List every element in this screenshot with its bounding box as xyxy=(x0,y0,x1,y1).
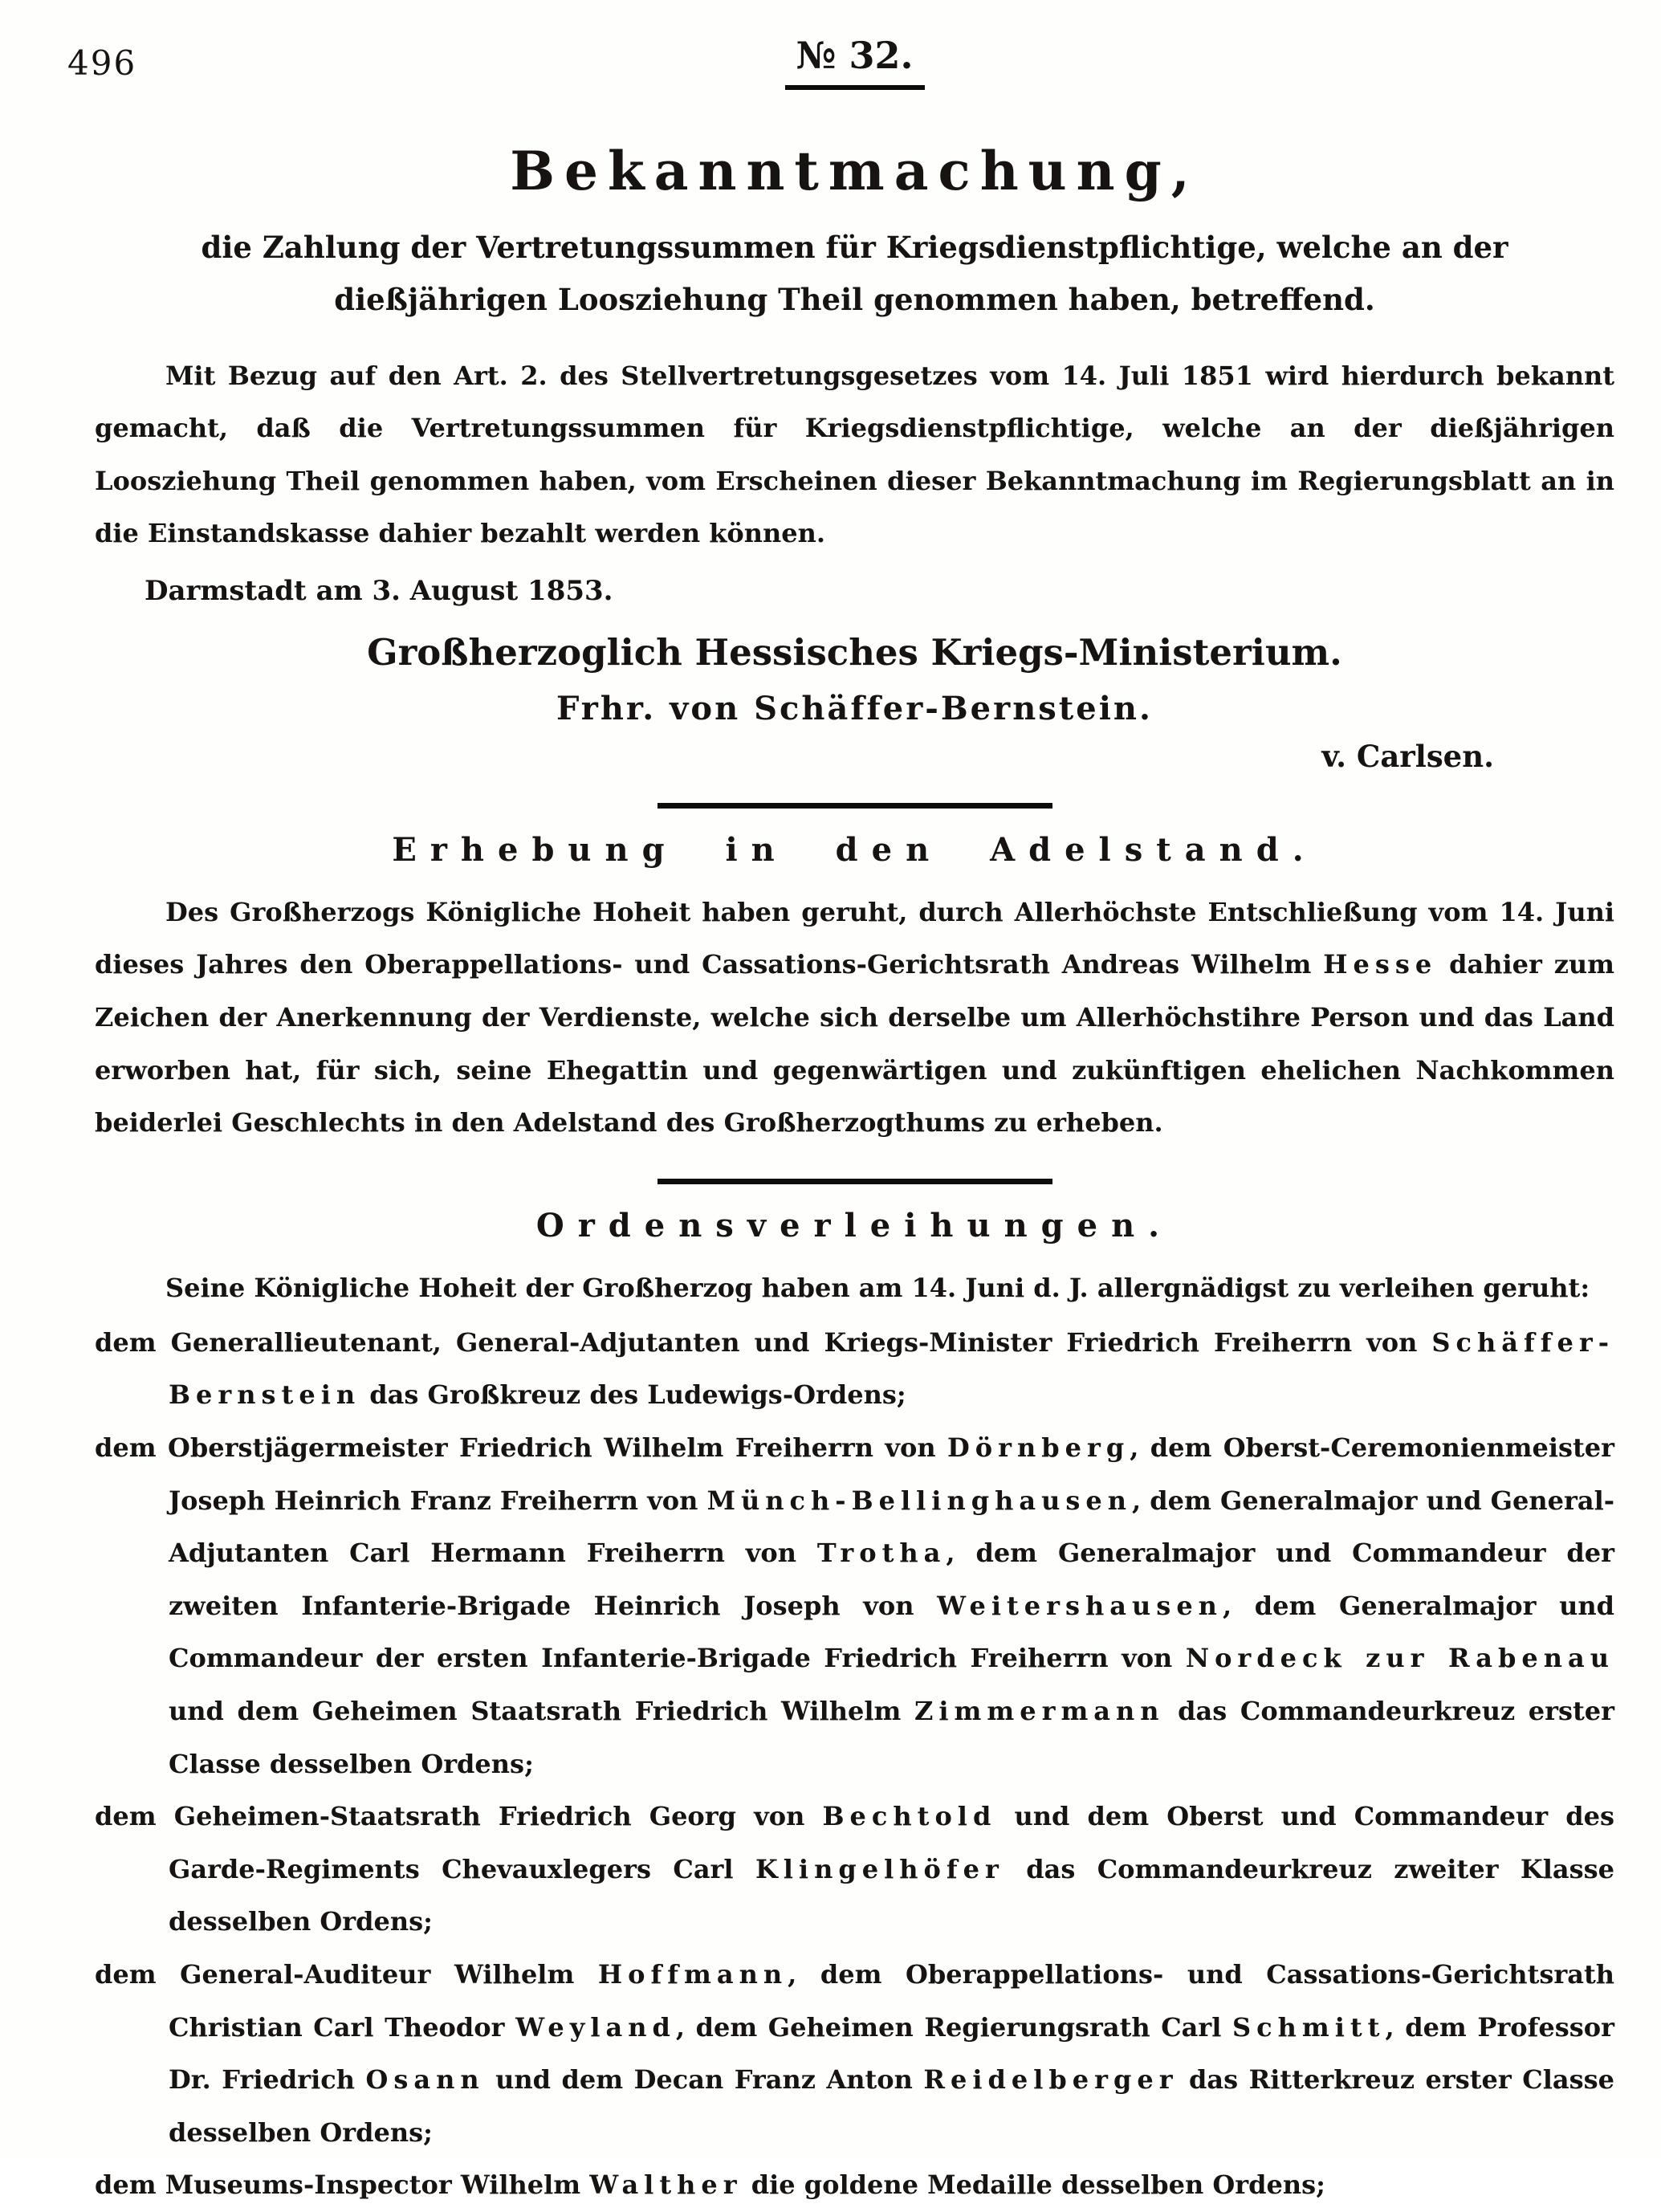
page-number: 496 xyxy=(67,43,137,83)
text-segment: das Commandeurkreuz erster Classe desselben Ordens; xyxy=(169,1696,1615,1779)
text-segment: dem Museums-Inspector Wilhelm xyxy=(95,2169,590,2201)
text-segment: , dem Generalmajor und Commandeur der zweiten Infanterie-Brigade Heinrich Joseph von xyxy=(169,1538,1615,1621)
emphasized-name: Walther xyxy=(589,2169,743,2201)
order-grant-item xyxy=(95,1422,1614,1790)
text-segment: die goldene Medaille desselben Ordens; xyxy=(742,2169,1325,2201)
signature-primary: Frhr. von Schäffer-Bernstein. xyxy=(556,689,1153,727)
text-segment: das Ritterkreuz erster Classe desselben Ordens; xyxy=(169,2064,1615,2148)
orders-list xyxy=(95,1317,1614,2212)
emphasized-name: Trotha xyxy=(816,1538,947,1569)
text-segment: das Commandeurkreuz zweiter Klasse desselben Ordens; xyxy=(169,1853,1615,1937)
text-segment: dem General-Auditeur Wilhelm xyxy=(95,1958,598,1990)
emphasized-name: Hoffmann xyxy=(597,1958,788,1990)
text-segment: , dem Geheimen Regierungsrath Carl xyxy=(675,2011,1233,2043)
announcement-body: Mit Bezug auf den Art. 2. des Stellvertretungsgesetzes vom 14. Juli 1851 wird hierdurch bekannt gemacht, daß die Vertretungssummen für Kriegsdienstpflichtige, welche an der dießjährigen Loosziehung Theil genommen haben, vom Erscheinen dieser Bekanntmachung im Regierungsblatt an in die Einstandskasse dahier bezahlt werden können. xyxy=(95,360,1614,549)
text-segment: , dem Professor Dr. Friedrich xyxy=(169,2011,1614,2096)
text-segment: dahier zum Zeichen der Anerkennung der Verdienste, welche sich derselbe um Allerhöchstihre Person und das Land erworben hat, für sich, seine Ehegattin und gegenwärtigen und zukünftigen ehelichen Nachkommen beiderlei Geschlechts in den Adelstand des Großherzogthums zu erheben. xyxy=(95,949,1615,1139)
emphasized-name: Schmitt xyxy=(1232,2011,1386,2043)
emphasized-name: Weyland xyxy=(515,2011,676,2043)
emphasized-name: Reidelberger xyxy=(923,2064,1179,2096)
emphasized-name: Zimmermann xyxy=(914,1696,1165,1726)
emphasized-name: Schäffer-Bernstein xyxy=(169,1326,1614,1411)
dateline: Darmstadt am 3. August 1853. xyxy=(145,574,613,607)
order-grant-item xyxy=(95,1790,1614,1949)
text-segment: , dem Generalmajor und General-Adjutanten Carl Hermann Freiherrn von xyxy=(169,1485,1615,1569)
text-segment: , dem Generalmajor und Commandeur der ersten Infanterie-Brigade Friedrich Freiherrn von xyxy=(169,1590,1615,1674)
order-grant-item xyxy=(95,2159,1614,2212)
text-segment: , dem Oberst-Ceremonienmeister Joseph Heinrich Franz Freiherrn von xyxy=(169,1432,1615,1516)
emphasized-name: Klingelhöfer xyxy=(755,1853,1004,1884)
announcement-title: Bekanntmachung, xyxy=(510,140,1199,202)
issue-number: № 32. xyxy=(784,34,924,90)
order-grant-item xyxy=(95,1317,1614,1422)
page-header xyxy=(67,32,1614,116)
text-segment: , dem Oberappellations- und Cassations-Gerichtsrath Christian Carl Theodor xyxy=(169,1958,1615,2043)
text-segment: und dem Geheimen Staatsrath Friedrich Wilhelm xyxy=(169,1696,914,1726)
section-divider xyxy=(657,803,1052,809)
text-segment: dem Generallieutenant, General-Adjutanten und Kriegs-Minister Friedrich Freiherrn von xyxy=(95,1326,1432,1358)
emphasized-name: Nordeck zur Rabenau xyxy=(1185,1643,1615,1674)
text-segment: das Großkreuz des Ludewigs-Ordens; xyxy=(360,1379,906,1411)
nobility-body xyxy=(95,886,1614,1150)
emphasized-name: Dörnberg xyxy=(947,1432,1130,1464)
section-divider xyxy=(657,1179,1052,1184)
emphasized-name: Münch-Bellinghausen xyxy=(706,1485,1132,1516)
text-segment: und dem Oberst und Commandeur des Garde-Regiments Chevauxlegers Carl xyxy=(169,1801,1615,1884)
nobility-section-heading: Erhebung in den Adelstand. xyxy=(392,830,1317,869)
order-grant-item xyxy=(95,1949,1614,2159)
signature-secondary: v. Carlsen. xyxy=(1321,738,1494,774)
announcement-subtitle: die Zahlung der Vertretungssummen für Kriegsdienstpflichtige, welche an der dießjährigen Loosziehung Theil genommen haben, betreffend. xyxy=(201,230,1508,317)
orders-section-heading: Ordensverleihungen. xyxy=(535,1206,1174,1245)
emphasized-name: Weitershausen xyxy=(937,1590,1223,1621)
emphasized-name: Bechtold xyxy=(822,1801,997,1832)
text-segment: und dem Decan Franz Anton xyxy=(484,2064,924,2096)
text-segment: Des Großherzogs Königliche Hoheit haben geruht, durch Allerhöchste Entschließung vom 14. Juni dieses Jahres den Oberappellations- und Cassations-Gerichtsrath Andreas Wilhelm xyxy=(95,896,1614,980)
text-segment: dem Oberstjägermeister Friedrich Wilhelm Freiherrn von xyxy=(95,1432,948,1464)
emphasized-name: Osann xyxy=(365,2064,485,2096)
emphasized-name: Hesse xyxy=(1323,949,1438,980)
text-segment: dem Geheimen-Staatsrath Friedrich Georg von xyxy=(95,1801,823,1832)
orders-intro: Seine Königliche Hoheit der Großherzog haben am 14. Juni d. J. allergnädigst zu verleihen geruht: xyxy=(165,1272,1590,1303)
issuing-authority: Großherzoglich Hessisches Kriegs-Ministerium. xyxy=(367,630,1342,674)
